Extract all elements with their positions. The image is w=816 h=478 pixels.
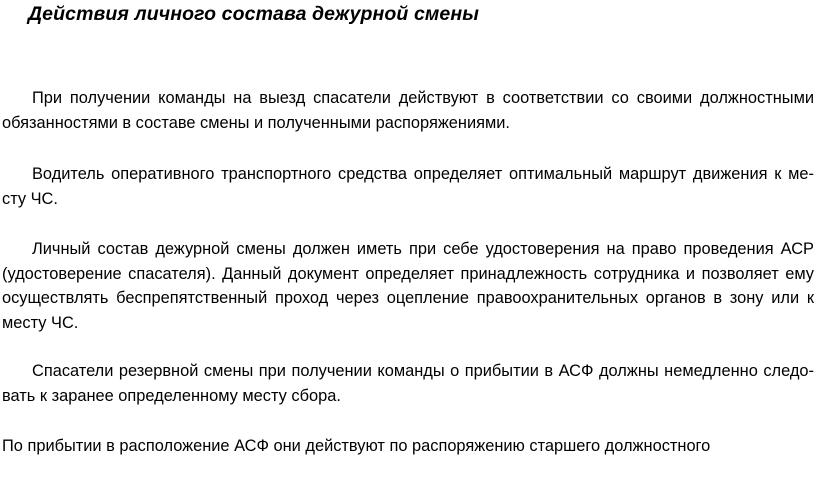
paragraph-arrival: По прибытии в расположение АСФ они действуют по распоряжению старшего должностного <box>2 437 711 455</box>
paragraph-reserve-shift: Спасатели резервной смены при получении команды о прибытии в АСФ должны немедленно следо-вать к заранее определенному месту сбора. <box>2 362 814 405</box>
paragraph-command-response: При получении команды на выезд спасатели действуют в соответствии со своими должностными обязанностями в составе смены и полученными распоряжениями. <box>2 89 814 132</box>
page-title: Действия личного состава дежурной смены <box>28 3 479 25</box>
paragraph-certificates: Личный состав дежурной смены должен иметь при себе удостоверения на право проведения АСР (удостоверение спасателя). Данный документ определяет принадлежность сотрудника и позволяет ему осуществлять беспрепятственный проход через оцепление правоохранительных органов в зону или к месту ЧС. <box>2 240 814 332</box>
paragraph-driver-route: Водитель оперативного транспортного средства определяет оптимальный маршрут движения к ме-сту ЧС. <box>2 165 814 208</box>
